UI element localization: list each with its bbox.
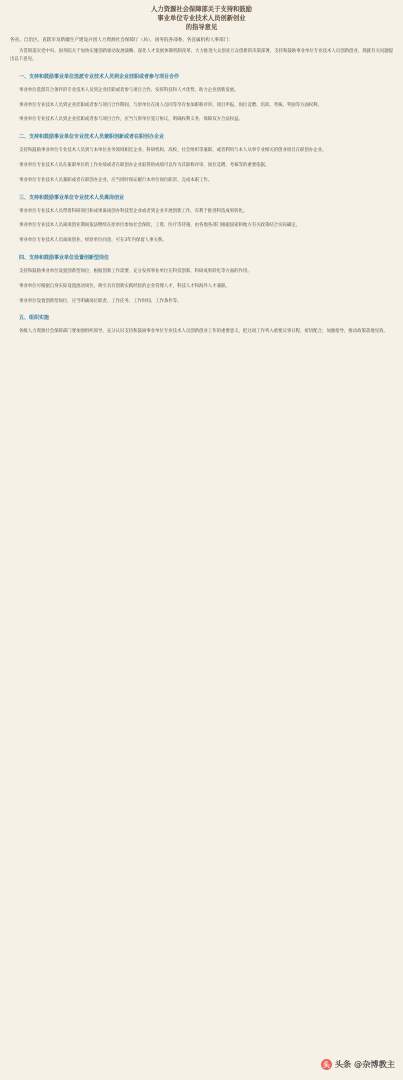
document-title <box>10 6 393 32</box>
title-line-1: 人力资源社会保障部关于支持和鼓励 <box>151 6 252 13</box>
section-3-paragraph-1: 事业单位专业技术人员带着科研项目和成果离岗创办科技型企业或者到企业开展创新工作，有利于推进科技成果转化。 <box>19 208 248 214</box>
section-heading-1: 一、支持和鼓励事业单位选派专业技术人员到企业挂职或者参与项目合作 <box>19 73 180 80</box>
toutiao-logo-icon: 头 <box>322 1060 330 1069</box>
section-heading-2: 二、支持和鼓励事业单位专业技术人员兼职创新或者在职创办企业 <box>19 134 165 141</box>
intro-paragraph: 为贯彻落实党中央、国务院关于加快实施创新驱动发展战略、深化人才发展体制机制改革、大力推进大众创业万众创新的决策部署，支持和鼓励事业单位专业技术人员创新创业，现就有关问题提出以下意见。 <box>10 49 393 62</box>
section-heading-4: 四、支持和鼓励事业单位设置创新型岗位 <box>19 254 110 261</box>
title-line-3: 的指导意见 <box>185 23 218 31</box>
section-4-paragraph-3: 事业单位设置创新型岗位，应当明确岗位职责、工作任务、工作时间、工作条件等。 <box>19 298 182 304</box>
section-1-paragraph-3: 事业单位专业技术人员到企业挂职或者参与项目合作，应当与原单位签订协议，明确权利义务，保障双方合法权益。 <box>19 117 243 123</box>
section-2-paragraph-1: 支持和鼓励事业单位专业技术人员到与本单位业务领域相近企业、科研机构、高校、社会组织等兼职，或者利用与本人从事专业相关的创业项目在职创办企业。 <box>19 148 327 154</box>
section-3-paragraph-2: 事业单位专业技术人员离岗创业期间依法继续在原单位参加社会保险，工资、医疗等待遇，由各地各部门根据国家和地方有关政策结合实际确定。 <box>19 223 301 229</box>
watermark-text: 头条 @杂博教主 <box>334 1059 395 1069</box>
section-heading-3: 三、支持和鼓励事业单位专业技术人员离岗创业 <box>19 194 125 201</box>
section-3-paragraph-3: 事业单位专业技术人员离岗创业，经原单位同意，可在3年内保留人事关系。 <box>19 238 167 244</box>
title-line-2: 事业单位专业技术人员创新创业 <box>157 14 246 22</box>
section-2-paragraph-2: 事业单位专业技术人员在兼职单位的工作业绩或者在职创办企业取得的成绩可以作为其职称评审、岗位竞聘、考核等的重要依据。 <box>19 162 270 168</box>
greeting: 各省、自治区、直辖市及新疆生产建设兵团人力资源社会保障厅（局），国务院各部委、各直属机构人事部门： <box>10 38 233 44</box>
section-5-paragraph-1: 各级人力资源社会保障部门要加强组织领导，充分认识支持和鼓励事业单位专业技术人员创新创业工作的重要意义，把这项工作列入重要议事日程，密切配合，加强指导，推动政策落地见效。 <box>19 329 388 335</box>
section-4-paragraph-2: 事业单位可根据自身实际设置流动岗位，吸引具有创新实践经验的企业管理人才、科技人才和海外人才兼职。 <box>19 283 230 289</box>
section-1-paragraph-2: 事业单位专业技术人员到企业挂职或者参与项目合作期间，与原单位在岗人员同等享有参加职称评审、项目申报、岗位竞聘、培训、考核、奖励等方面权利。 <box>19 102 322 108</box>
section-2-paragraph-3: 事业单位专业技术人员兼职或者在职创办企业，应当同时保证履行本单位岗位职责、完成本职工作。 <box>19 177 213 183</box>
watermark <box>321 1059 395 1070</box>
section-heading-5: 五、组织实施 <box>19 315 50 322</box>
section-1-paragraph-1: 事业单位选派符合条件的专业技术人员到企业挂职或者参与项目合作，发挥科技和人才优势，助力企业创新发展。 <box>19 87 239 93</box>
section-4-paragraph-1: 支持和鼓励事业单位设置创新型岗位，根据创新工作需要，充分发挥事业单位在科技创新、科研成果转化等方面的作用。 <box>19 268 252 274</box>
